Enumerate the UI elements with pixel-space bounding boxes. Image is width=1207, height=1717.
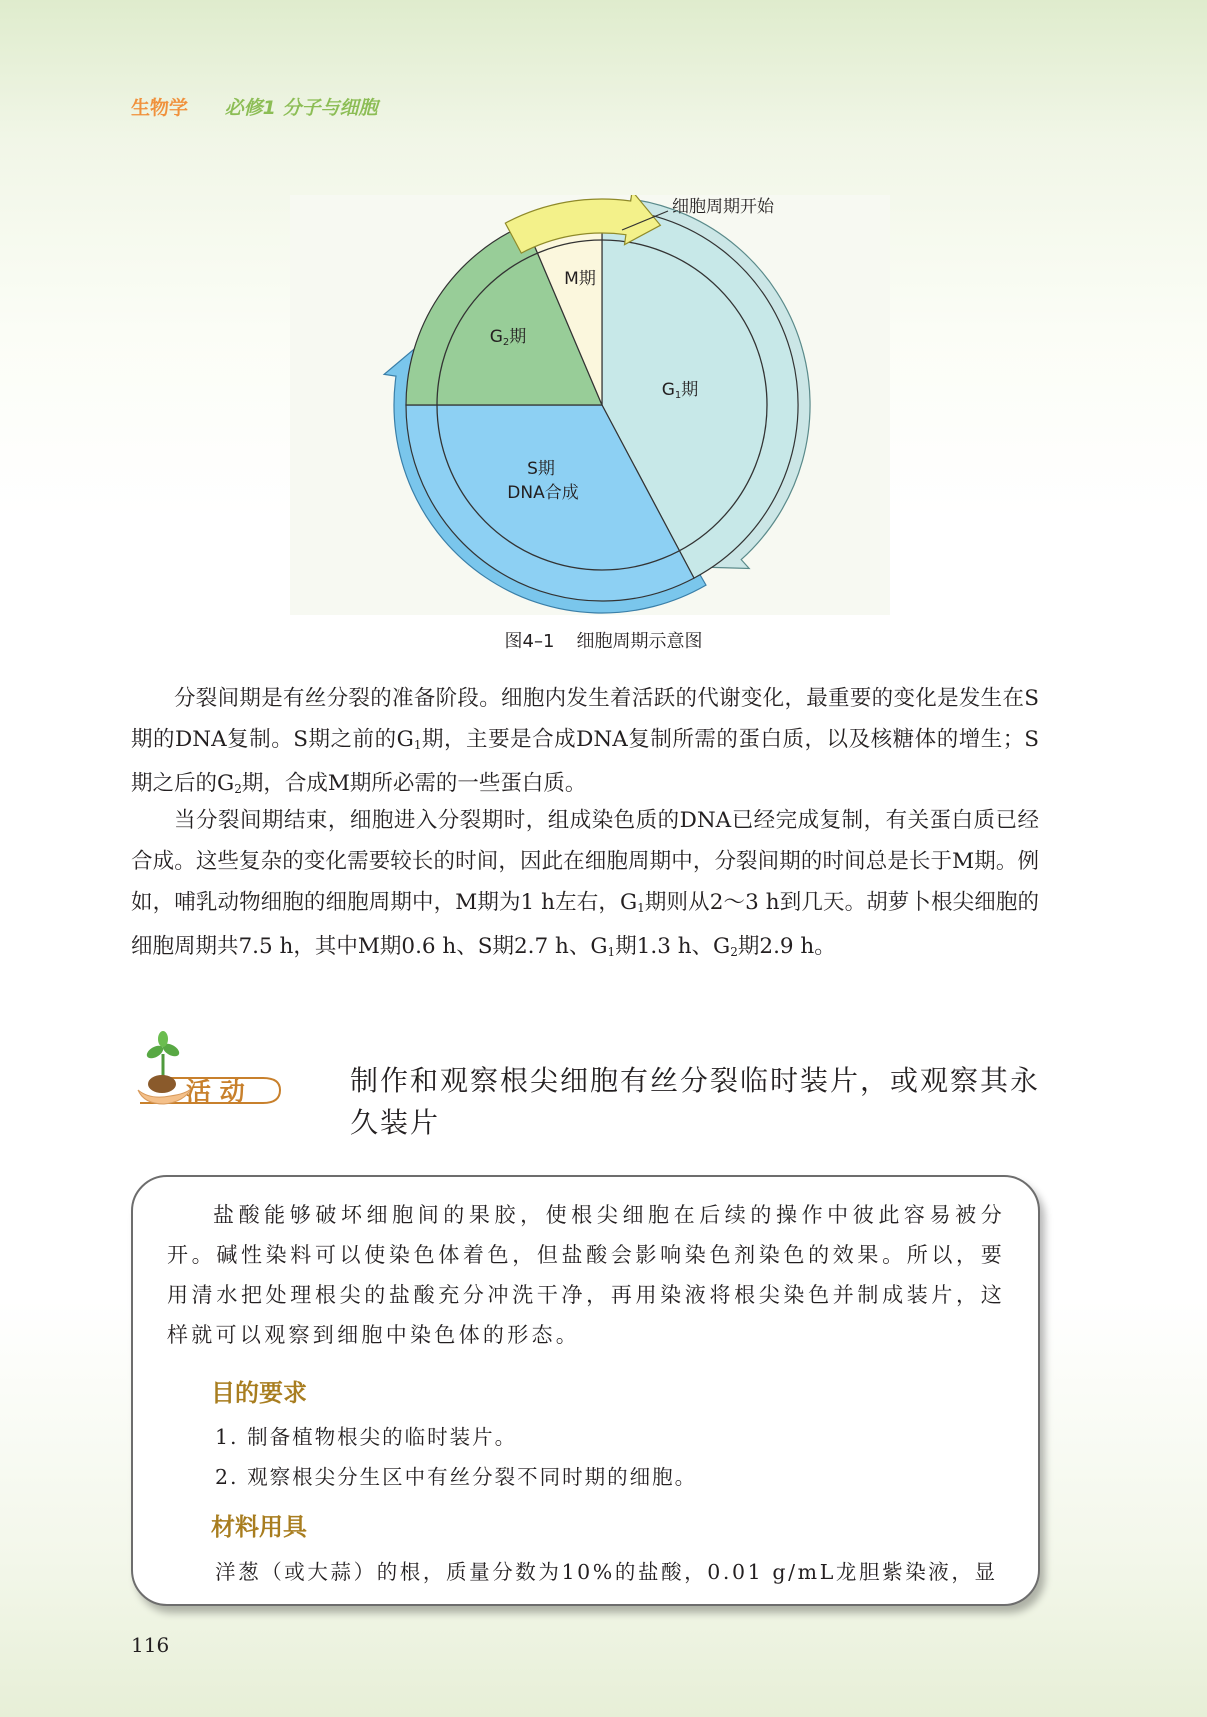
header-subject: 生物学: [131, 97, 189, 119]
s-phase-label: S期: [527, 459, 555, 479]
cell-cycle-diagram: [290, 195, 890, 615]
figure-caption-text: 细胞周期示意图: [576, 631, 703, 652]
activity-content-box: [131, 1175, 1040, 1606]
goal-item: 1. 制备植物根尖的临时装片。: [215, 1425, 518, 1449]
dna-synthesis-label: DNA合成: [507, 483, 579, 503]
m-phase-label: M期: [564, 269, 596, 289]
cycle-start-label: 细胞周期开始: [672, 197, 774, 217]
figure-number: 图4–1: [504, 631, 555, 652]
g2-phase-label: G2期: [489, 327, 527, 348]
body-paragraph-1: 分裂间期是有丝分裂的准备阶段。细胞内发生着活跃的代谢变化，最重要的变化是发生在S期的DNA复制。S期之前的$G_1$期，主要是合成DNA复制所需的蛋白质，以及核糖体的增生；S期之后的$G_2$期，合成M期所必需的一些蛋白质。: [131, 686, 1040, 796]
body-paragraph-2: 当分裂间期结束，细胞进入分裂期时，组成染色质的DNA已经完成复制，有关蛋白质已经合成。这些复杂的变化需要较长的时间，因此在细胞周期中，分裂间期的时间总是长于M期。例如，哺乳动物细胞的细胞周期中，M期为1 h左右，$G_1$期则从2～3 h到几天。胡萝卜根尖细胞的细胞周期共7.5 h，其中M期0.6 h、S期2.7 h、$G_1$期1.3 h、$G_2$期2.9 h。: [131, 808, 1039, 959]
activity-badge-label: 活 动: [186, 1077, 245, 1106]
running-header: [131, 93, 377, 120]
sprout-bud-icon: [158, 1031, 168, 1047]
goal-item: 2. 观察根尖分生区中有丝分裂不同时期的细胞。: [215, 1465, 698, 1489]
activity-badge: [128, 1030, 288, 1114]
soil-icon: [148, 1075, 176, 1093]
goal-heading: 目的要求: [211, 1379, 307, 1407]
header-book-title: 必修1 分子与细胞: [224, 97, 378, 119]
cell-cycle-figure: [290, 195, 890, 615]
materials-heading: 材料用具: [211, 1513, 307, 1541]
g1-phase-label: G1期: [661, 380, 699, 401]
activity-intro: 盐酸能够破坏细胞间的果胶，使根尖细胞在后续的操作中彼此容易被分开。碱性染料可以使染色体着色，但盐酸会影响染色剂染色的效果。所以，要用清水把处理根尖的盐酸充分冲洗干净，再用染液将根尖染色并制成装片，这样就可以观察到细胞中染色体的形态。: [167, 1203, 1005, 1347]
figure-caption: [0, 627, 1207, 653]
materials-text: 洋葱（或大蒜）的根，质量分数为10%的盐酸，0.01 g/mL龙胆紫染液，显: [215, 1560, 998, 1584]
page-number: 116: [131, 1633, 170, 1657]
activity-title: 制作和观察根尖细胞有丝分裂临时装片，或观察其永久装片: [350, 1064, 1041, 1139]
